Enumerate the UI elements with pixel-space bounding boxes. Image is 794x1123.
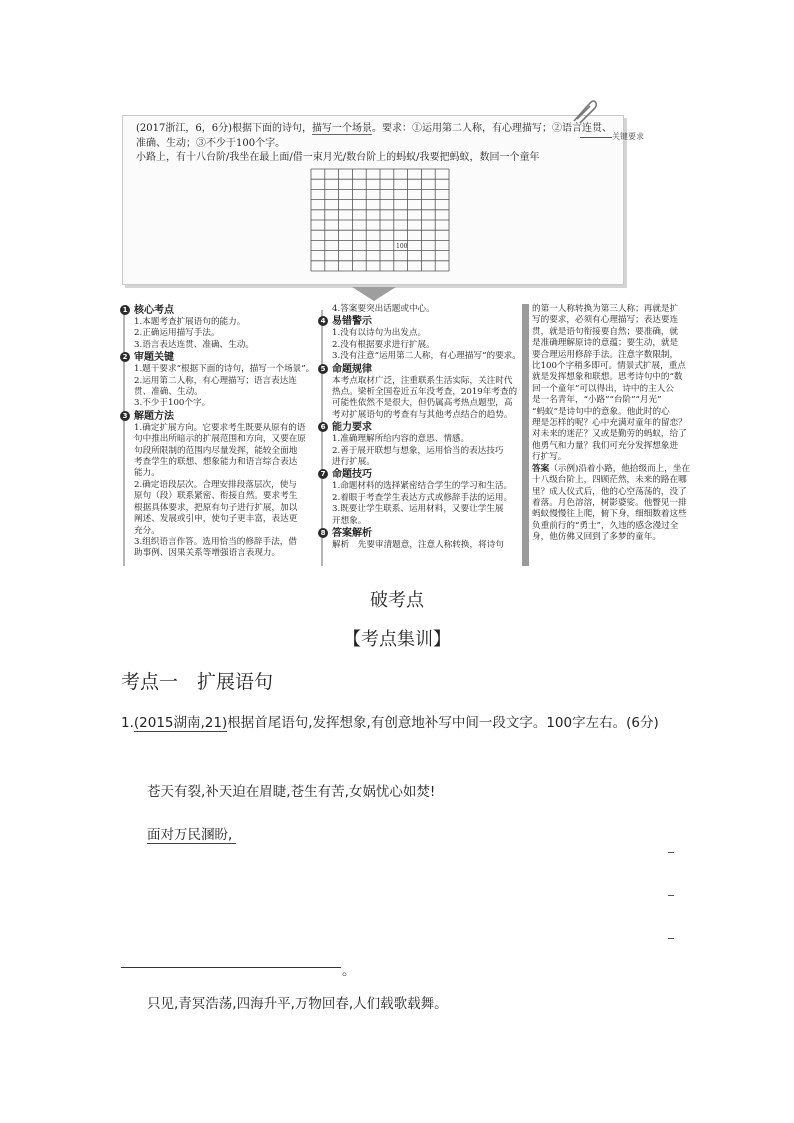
- explanation-line: 就是发挥想象和联想。思考诗句中的“数: [532, 372, 683, 383]
- line-end-mark: [668, 895, 674, 896]
- answer-start-text[interactable]: 面对万民溷盼,: [147, 827, 236, 844]
- section-1: [120, 304, 318, 351]
- down-arrow-icon: [352, 287, 396, 301]
- explanation-line: 比100个字稍多即可。情景式扩展，重点: [532, 361, 686, 372]
- section-number-badge: 4: [318, 316, 328, 326]
- explanation-line: 要合理运用修辞手法。注意字数限制，: [532, 349, 679, 360]
- section-line: 3.语言表达连贯、准确、生动。: [134, 339, 254, 350]
- grid-count-label: 100: [396, 243, 408, 250]
- section-8: [318, 527, 524, 551]
- section-line: 1.没有以诗句为出发点。: [332, 328, 427, 339]
- section-number-badge: 2: [120, 352, 130, 362]
- section-line: 3.没有注意“运用第二人称，有心理描写”的要求。: [332, 351, 521, 362]
- section-line: 本考点取材广泛，注重联系生活实际，关注时代: [332, 375, 513, 386]
- topic-heading: 考点一 扩展语句: [121, 671, 274, 693]
- section-line: 句段所限制的范围内尽量发挥，能较全面地: [134, 445, 298, 456]
- section-number-badge: 8: [318, 528, 328, 538]
- key-pointer-line: [580, 137, 612, 138]
- explanation-line: 的第一人称转换为第三人称；再就是扩: [532, 304, 679, 314]
- section-line: 进行扩展。: [332, 457, 375, 468]
- answer-blank-line[interactable]: [121, 967, 341, 968]
- column-2-body: [318, 315, 524, 551]
- explanation-line: 他勇气和力量？我们可充分发挥想象进: [532, 440, 679, 451]
- question-1: [121, 711, 659, 731]
- question-source: (2015湖南,21): [133, 715, 228, 731]
- card-prompt-rest: 。要求：①运用第二人称，有心理描写；②语言连贯、准确、生动；③不少于100个字。: [136, 123, 612, 149]
- opening-sentence: 苍天有裂,补天迫在眉睫,苍生有苦,女娲忧心如焚!: [147, 784, 436, 800]
- answer-line: 身，他仿佛又回到了多梦的童年。: [532, 532, 661, 543]
- section-title: 审题关键: [134, 352, 174, 364]
- answer-line: 蚂蚁慢慢往上爬，俯下身，细细数着这些: [532, 509, 687, 520]
- section-title: 破考点: [370, 590, 424, 611]
- question-text: 根据首尾语句,发挥想象,有创意地补写中间一段文字。100字左右。(6分): [227, 715, 659, 731]
- section-line: 3.不少于100个字。: [134, 398, 211, 409]
- explanation-line: 写的要求，必须有心理描写；表达要连: [532, 315, 679, 326]
- column-1-body: [120, 304, 318, 560]
- col2-top-line: 4.答案要突出话题或中心。: [332, 304, 435, 314]
- column-3-body: [522, 304, 694, 544]
- section-line: 根据具体要求，把原有句子进行扩展，加以: [134, 502, 298, 513]
- section-title: 解题方法: [134, 410, 174, 422]
- section-title: 能力要求: [332, 422, 372, 434]
- section-line: 贯、准确、生动。: [134, 387, 203, 398]
- section-line: 1.本题考查扩展语句的能力。: [134, 317, 246, 327]
- question-number: 1.: [121, 715, 134, 731]
- card-poem: 小路上，有十八台阶/我坐在最上面/借一束月光/数台阶上的蚂蚁/我要把蚂蚁，数回一个童年: [136, 152, 540, 163]
- section-title: 答案解析: [332, 528, 372, 540]
- answer-line: 里？成人仪式后，他的心空荡荡的，没了: [532, 486, 687, 497]
- section-title: 易错警示: [332, 316, 372, 328]
- section-line: 1.命题材料的选择紧密结合学生的学习和生活。: [332, 481, 513, 492]
- section-line: 阐述、发展或引申，使句子更丰富，表达更: [134, 514, 298, 525]
- section-number-badge: 5: [318, 364, 328, 374]
- card-prompt-prefix: (2017浙江，6，6分)根据下面的诗句，: [136, 123, 312, 134]
- section-line: 考对扩展语句的考查有与其他考点结合的趋势。: [332, 409, 513, 420]
- explanation-line: 回一个童年”可以得出，诗中的主人公: [532, 383, 674, 394]
- section-line: 原句（段）联系紧密、衔接自然。要求考生: [134, 491, 298, 502]
- section-line: 2.善于展开联想与想象，运用恰当的表达技巧: [332, 445, 504, 456]
- section-line: 句中推出所暗示的扩展范围和方向，又要在原: [134, 434, 306, 445]
- answer-line: 负重前行的“勇士”，久违的感念漫过全: [532, 520, 679, 531]
- answer-line: 十八级台阶上，四顾茫然，未来的路在哪: [532, 475, 687, 486]
- explanation-line: 是一名青年，“小路”“台阶”“月光”: [532, 395, 662, 406]
- answer-label: 答案: [532, 463, 550, 474]
- analysis-column-2: [318, 304, 524, 566]
- line-end-mark: [668, 938, 674, 939]
- section-line: 3.组织语言作答。选用恰当的修辞手法，借: [134, 536, 297, 547]
- section-line: 考查学生的联想、想象能力和语言综合表达: [134, 457, 298, 468]
- explanation-line: 行扩写。: [532, 452, 567, 463]
- section-subtitle: 【考点集训】: [343, 629, 451, 650]
- analysis-column-1: [120, 304, 318, 566]
- explanation-line: 是准确理解原诗的意蕴；要生动，就是: [532, 338, 679, 349]
- explanation-line: “蚂蚁”是诗句中的意象。他此时的心: [532, 406, 670, 417]
- paperclip-icon: [568, 97, 598, 123]
- explanation-line: 贯，就是语句衔接要自然；要准确，就: [532, 326, 679, 337]
- section-6: [318, 421, 524, 468]
- section-2: [120, 351, 318, 410]
- answer-line: 着落。月色溶溶，树影婆娑。他瞥见一排: [532, 497, 687, 508]
- section-number-badge: 3: [120, 411, 130, 421]
- blank-end-punctuation: 。: [342, 963, 356, 979]
- section-7: [318, 468, 524, 527]
- section-5: [318, 363, 524, 422]
- section-line: 解析 先要审清题意，注意人称转换，将诗句: [332, 540, 504, 551]
- section-number-badge: 1: [120, 305, 130, 315]
- answer-line: 答案（示例)沿着小路，他拾级而上，坐在: [532, 463, 691, 474]
- section-title: 命题规律: [332, 363, 372, 375]
- card-prompt: [136, 121, 616, 151]
- section-line: 热点。梁析全国卷近五年没考查，2019年考查的: [332, 387, 518, 398]
- closing-sentence: 只见,青冥浩荡,四海升平,万物回春,人们载歌载舞。: [147, 996, 448, 1012]
- section-line: 能力。: [134, 468, 160, 479]
- section-4: [318, 315, 524, 362]
- line-end-mark: [668, 852, 674, 853]
- card-prompt-highlight: 描写一个场景: [311, 123, 372, 134]
- section-line: 开想象。: [332, 515, 367, 526]
- section-line: 2.运用第二人称，有心理描写；语言表达连: [134, 375, 297, 386]
- section-number-badge: 6: [318, 422, 328, 432]
- section-line: 助事例、因果关系等增强语言表现力。: [134, 548, 281, 559]
- section-line: 充分。: [134, 525, 160, 536]
- section-line: 可能性依然不是很大，但仍属高考热点题型，高: [332, 398, 513, 409]
- explanation-line: 理是怎样的呢？心中充满对童年的留恋？: [532, 418, 687, 429]
- section-line: 2.没有根据要求进行扩展。: [332, 339, 435, 350]
- section-3: [120, 410, 318, 560]
- section-line: 1.确定扩展方向。它要求考生既要从原有的语: [134, 422, 306, 433]
- section-line: 2.确定语段层次。合理安排段落层次，使与: [134, 479, 297, 490]
- analysis-column-3: [522, 304, 694, 566]
- key-requirement-label: 关键要求: [612, 132, 644, 141]
- section-number-badge: 7: [318, 469, 328, 479]
- section-line: 2.着眼于考查学生表达方式或修辞手法的运用。: [332, 492, 513, 503]
- section-line: 2.正确运用描写手法。: [134, 328, 220, 339]
- section-title: 核心考点: [134, 305, 174, 316]
- explanation-line: 对未来的迷茫？又或是勤劳的蚂蚁，给了: [532, 429, 687, 440]
- column-rail: [522, 304, 529, 566]
- continuation-start: [147, 823, 236, 843]
- writing-grid: [310, 168, 450, 272]
- section-line: 3.既要让学生联系、运用材料，又要让学生展: [332, 504, 504, 515]
- section-title: 命题技巧: [332, 469, 372, 481]
- section-line: 1.准确理解所给内容的意思、情感。: [332, 434, 470, 445]
- section-line: 1.题干要求“根据下面的诗句，描写一个场景”。: [134, 364, 315, 375]
